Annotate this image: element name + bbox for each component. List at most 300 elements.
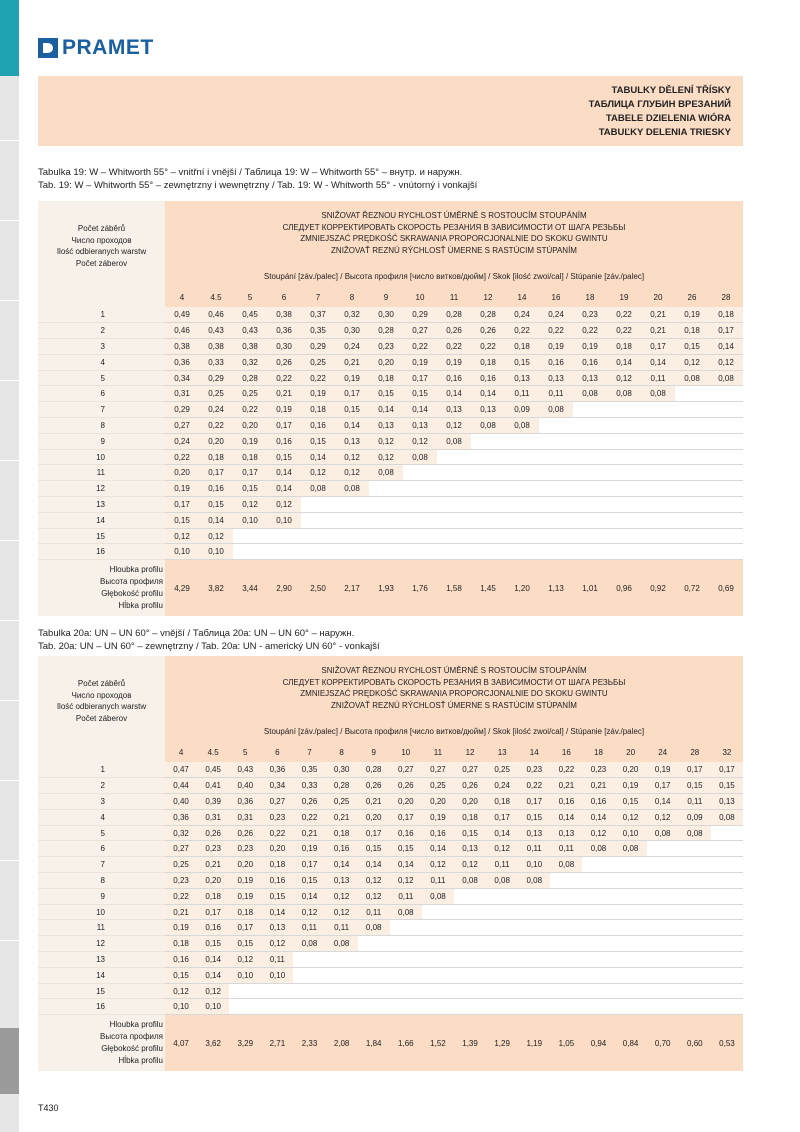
table-row bbox=[38, 999, 743, 1015]
depth-cell: 0,15 bbox=[233, 481, 267, 497]
depth-cell bbox=[539, 544, 573, 560]
side-strip bbox=[0, 0, 19, 1132]
warning-line: SNIŽOVAT ŘEZNOU RYCHLOST ÚMĚRNĚ S ROSTOUCÍM STOUPÁNÍM bbox=[321, 666, 587, 675]
depth-cell: 0,20 bbox=[197, 873, 229, 889]
row-header-line: Počet záberov bbox=[75, 258, 128, 268]
pitch-header: 20 bbox=[615, 742, 647, 762]
pitch-header: 7 bbox=[301, 287, 335, 307]
depth-cell: 0,14 bbox=[261, 904, 293, 920]
pitch-header: 8 bbox=[335, 287, 369, 307]
depth-cell bbox=[679, 983, 711, 999]
depth-cell: 0,14 bbox=[422, 841, 454, 857]
depth-cell bbox=[454, 983, 486, 999]
depth-cell: 0,39 bbox=[197, 794, 229, 810]
depth-cell bbox=[550, 873, 582, 889]
depth-cell bbox=[293, 983, 325, 999]
depth-cell bbox=[261, 983, 293, 999]
depth-cell bbox=[518, 967, 550, 983]
pitch-header: 32 bbox=[711, 742, 743, 762]
depth-cell: 0,36 bbox=[261, 762, 293, 778]
depth-cell: 0,14 bbox=[550, 809, 582, 825]
depth-cell: 0,15 bbox=[675, 339, 709, 355]
depth-cell: 0,08 bbox=[437, 433, 471, 449]
depth-cell bbox=[422, 904, 454, 920]
depth-cell: 0,23 bbox=[369, 339, 403, 355]
depth-cell: 0,38 bbox=[199, 339, 233, 355]
depth-cell bbox=[518, 888, 550, 904]
depth-cell bbox=[539, 449, 573, 465]
depth-cell bbox=[679, 967, 711, 983]
depth-cell: 0,17 bbox=[358, 825, 390, 841]
profile-depth: 1,84 bbox=[358, 1015, 390, 1071]
depth-cell bbox=[403, 465, 437, 481]
depth-cell: 0,17 bbox=[403, 370, 437, 386]
table-row bbox=[38, 825, 743, 841]
depth-cell bbox=[471, 449, 505, 465]
depth-cell bbox=[582, 952, 614, 968]
depth-cell: 0,21 bbox=[358, 794, 390, 810]
depth-cell: 0,14 bbox=[197, 952, 229, 968]
depth-cell: 0,27 bbox=[454, 762, 486, 778]
pass-number: 7 bbox=[38, 402, 165, 418]
depth-cell bbox=[573, 481, 607, 497]
depth-cell bbox=[641, 512, 675, 528]
depth-cell: 0,25 bbox=[326, 794, 358, 810]
depth-cell bbox=[573, 544, 607, 560]
pitch-header: 28 bbox=[709, 287, 743, 307]
depth-cell bbox=[647, 873, 679, 889]
depth-cell bbox=[647, 983, 679, 999]
depth-cell bbox=[486, 888, 518, 904]
depth-cell: 0,15 bbox=[711, 778, 743, 794]
pass-number: 10 bbox=[38, 904, 165, 920]
depth-cell: 0,11 bbox=[486, 857, 518, 873]
depth-cell bbox=[293, 952, 325, 968]
profile-label-line: Głębokość profilu bbox=[101, 589, 163, 598]
profile-depth: 1,01 bbox=[573, 560, 607, 616]
depth-cell bbox=[422, 920, 454, 936]
table19 bbox=[38, 201, 743, 616]
depth-cell: 0,41 bbox=[197, 778, 229, 794]
depth-cell: 0,20 bbox=[422, 794, 454, 810]
profile-depth: 2,71 bbox=[261, 1015, 293, 1071]
depth-cell: 0,23 bbox=[518, 762, 550, 778]
depth-cell: 0,17 bbox=[233, 465, 267, 481]
pitch-header: 28 bbox=[679, 742, 711, 762]
pitch-header: 18 bbox=[573, 287, 607, 307]
depth-cell: 0,22 bbox=[267, 370, 301, 386]
pitch-header: 14 bbox=[518, 742, 550, 762]
depth-cell bbox=[573, 418, 607, 434]
profile-depth: 0,70 bbox=[647, 1015, 679, 1071]
depth-cell bbox=[518, 904, 550, 920]
title-line: ТАБЛИЦА ГЛУБИН ВРЕЗАНИЙ bbox=[588, 99, 731, 110]
pass-number: 4 bbox=[38, 354, 165, 370]
depth-cell: 0,10 bbox=[267, 512, 301, 528]
depth-cell: 0,11 bbox=[293, 920, 325, 936]
depth-cell bbox=[518, 936, 550, 952]
depth-cell: 0,12 bbox=[358, 873, 390, 889]
depth-cell bbox=[437, 528, 471, 544]
depth-cell bbox=[582, 873, 614, 889]
depth-cell bbox=[539, 418, 573, 434]
depth-cell bbox=[647, 967, 679, 983]
table-row bbox=[38, 794, 743, 810]
depth-cell: 0,08 bbox=[358, 920, 390, 936]
depth-cell: 0,34 bbox=[165, 370, 199, 386]
depth-cell: 0,17 bbox=[390, 809, 422, 825]
depth-cell: 0,14 bbox=[199, 512, 233, 528]
table-row bbox=[38, 307, 743, 323]
depth-cell: 0,18 bbox=[326, 825, 358, 841]
depth-cell: 0,18 bbox=[301, 402, 335, 418]
depth-cell bbox=[582, 904, 614, 920]
depth-cell: 0,19 bbox=[675, 307, 709, 323]
depth-cell bbox=[233, 544, 267, 560]
depth-cell bbox=[437, 512, 471, 528]
depth-cell bbox=[301, 512, 335, 528]
depth-cell: 0,28 bbox=[358, 762, 390, 778]
depth-cell bbox=[471, 512, 505, 528]
profile-depth: 1,19 bbox=[518, 1015, 550, 1071]
depth-cell: 0,14 bbox=[326, 857, 358, 873]
depth-cell: 0,16 bbox=[326, 841, 358, 857]
depth-cell: 0,22 bbox=[518, 778, 550, 794]
depth-cell bbox=[573, 528, 607, 544]
pass-number: 6 bbox=[38, 386, 165, 402]
depth-cell bbox=[709, 449, 743, 465]
depth-cell: 0,22 bbox=[199, 418, 233, 434]
pass-number: 8 bbox=[38, 418, 165, 434]
title-line: TABUĽKY DELENIA TRIESKY bbox=[598, 127, 731, 138]
depth-cell: 0,08 bbox=[647, 825, 679, 841]
depth-cell bbox=[641, 544, 675, 560]
depth-cell bbox=[679, 873, 711, 889]
depth-cell: 0,20 bbox=[199, 433, 233, 449]
depth-cell: 0,12 bbox=[261, 936, 293, 952]
depth-cell bbox=[582, 888, 614, 904]
depth-cell: 0,25 bbox=[165, 857, 197, 873]
logo-icon bbox=[38, 38, 58, 58]
speed-warning bbox=[165, 656, 743, 720]
depth-cell: 0,40 bbox=[229, 778, 261, 794]
depth-cell bbox=[471, 528, 505, 544]
depth-cell bbox=[518, 999, 550, 1015]
table-row bbox=[38, 418, 743, 434]
depth-cell: 0,24 bbox=[165, 433, 199, 449]
depth-cell bbox=[403, 544, 437, 560]
depth-cell: 0,08 bbox=[539, 402, 573, 418]
pass-number: 11 bbox=[38, 465, 165, 481]
depth-cell bbox=[709, 402, 743, 418]
depth-cell: 0,19 bbox=[615, 778, 647, 794]
depth-cell: 0,14 bbox=[709, 339, 743, 355]
profile-depth: 0,84 bbox=[615, 1015, 647, 1071]
depth-cell: 0,18 bbox=[197, 888, 229, 904]
table-row bbox=[38, 512, 743, 528]
depth-cell bbox=[607, 497, 641, 513]
depth-cell: 0,14 bbox=[267, 465, 301, 481]
table-row bbox=[38, 544, 743, 560]
depth-cell bbox=[709, 544, 743, 560]
depth-cell: 0,20 bbox=[454, 794, 486, 810]
depth-cell bbox=[582, 999, 614, 1015]
depth-cell bbox=[539, 512, 573, 528]
depth-cell: 0,12 bbox=[454, 857, 486, 873]
title-line: TABELE DZIELENIA WIÓRA bbox=[605, 113, 731, 124]
depth-cell: 0,21 bbox=[641, 307, 675, 323]
depth-cell bbox=[711, 857, 743, 873]
depth-cell: 0,12 bbox=[437, 418, 471, 434]
depth-cell: 0,43 bbox=[199, 323, 233, 339]
depth-cell bbox=[454, 920, 486, 936]
depth-cell: 0,14 bbox=[267, 481, 301, 497]
depth-cell: 0,16 bbox=[539, 354, 573, 370]
depth-cell: 0,09 bbox=[505, 402, 539, 418]
depth-cell: 0,25 bbox=[486, 762, 518, 778]
depth-cell: 0,20 bbox=[229, 857, 261, 873]
depth-cell bbox=[390, 999, 422, 1015]
depth-cell: 0,19 bbox=[335, 370, 369, 386]
depth-cell bbox=[261, 999, 293, 1015]
depth-cell: 0,17 bbox=[518, 794, 550, 810]
depth-cell: 0,17 bbox=[293, 857, 325, 873]
profile-depth: 3,29 bbox=[229, 1015, 261, 1071]
depth-cell: 0,29 bbox=[165, 402, 199, 418]
depth-cell bbox=[422, 967, 454, 983]
depth-cell bbox=[326, 952, 358, 968]
depth-cell bbox=[573, 465, 607, 481]
side-strip-accent bbox=[0, 0, 19, 76]
depth-cell bbox=[615, 904, 647, 920]
depth-cell bbox=[709, 512, 743, 528]
pass-number: 12 bbox=[38, 936, 165, 952]
warning-line: SNIŽOVAT ŘEZNOU RYCHLOST ÚMĚRNĚ S ROSTOUCÍM STOUPÁNÍM bbox=[321, 211, 587, 220]
profile-depth: 4,07 bbox=[165, 1015, 197, 1071]
depth-cell: 0,24 bbox=[335, 339, 369, 355]
depth-cell bbox=[615, 888, 647, 904]
warning-line: ZNIŽOVAŤ REZNÚ RÝCHLOSŤ ÚMERNE S RASTÚCIM STÚPANÍM bbox=[331, 700, 577, 710]
depth-cell: 0,21 bbox=[335, 354, 369, 370]
row-header-line: Počet záběrů bbox=[77, 224, 126, 233]
depth-cell bbox=[267, 528, 301, 544]
depth-cell: 0,10 bbox=[199, 544, 233, 560]
pass-number: 1 bbox=[38, 762, 165, 778]
profile-depth: 1,39 bbox=[454, 1015, 486, 1071]
depth-cell bbox=[573, 512, 607, 528]
depth-cell: 0,15 bbox=[261, 888, 293, 904]
depth-cell: 0,28 bbox=[437, 307, 471, 323]
depth-cell bbox=[573, 433, 607, 449]
depth-cell bbox=[550, 952, 582, 968]
pitch-header: 20 bbox=[641, 287, 675, 307]
depth-cell: 0,12 bbox=[293, 904, 325, 920]
table-row bbox=[38, 433, 743, 449]
depth-cell bbox=[607, 481, 641, 497]
depth-cell bbox=[711, 904, 743, 920]
profile-depth: 0,94 bbox=[582, 1015, 614, 1071]
depth-cell bbox=[679, 904, 711, 920]
depth-cell: 0,13 bbox=[326, 873, 358, 889]
depth-cell bbox=[679, 952, 711, 968]
depth-cell: 0,12 bbox=[199, 528, 233, 544]
depth-cell bbox=[709, 497, 743, 513]
depth-cell: 0,27 bbox=[165, 418, 199, 434]
speed-warning bbox=[165, 201, 743, 265]
depth-cell bbox=[539, 481, 573, 497]
depth-cell bbox=[679, 920, 711, 936]
depth-cell: 0,26 bbox=[229, 825, 261, 841]
depth-cell bbox=[550, 983, 582, 999]
depth-cell: 0,36 bbox=[165, 809, 197, 825]
table-row bbox=[38, 936, 743, 952]
profile-depth: 0,69 bbox=[709, 560, 743, 616]
pass-number: 14 bbox=[38, 967, 165, 983]
depth-cell: 0,15 bbox=[358, 841, 390, 857]
depth-cell: 0,17 bbox=[165, 497, 199, 513]
pitch-header: 6 bbox=[261, 742, 293, 762]
row-header-label bbox=[38, 201, 165, 307]
pitch-header: 4.5 bbox=[199, 287, 233, 307]
depth-cell: 0,10 bbox=[165, 544, 199, 560]
depth-cell bbox=[505, 497, 539, 513]
depth-cell: 0,19 bbox=[539, 339, 573, 355]
depth-cell bbox=[326, 999, 358, 1015]
profile-depth: 3,62 bbox=[197, 1015, 229, 1071]
depth-cell: 0,15 bbox=[199, 497, 233, 513]
depth-cell bbox=[679, 857, 711, 873]
depth-cell: 0,08 bbox=[293, 936, 325, 952]
depth-cell bbox=[615, 920, 647, 936]
pitch-header: 7 bbox=[293, 742, 325, 762]
depth-cell: 0,46 bbox=[199, 307, 233, 323]
table-row bbox=[38, 762, 743, 778]
depth-cell: 0,19 bbox=[422, 809, 454, 825]
depth-cell bbox=[647, 888, 679, 904]
profile-depth: 0,53 bbox=[711, 1015, 743, 1071]
depth-cell: 0,23 bbox=[229, 841, 261, 857]
depth-cell: 0,19 bbox=[301, 386, 335, 402]
depth-cell: 0,18 bbox=[675, 323, 709, 339]
profile-row bbox=[38, 560, 743, 616]
profile-label-line: Głębokość profilu bbox=[101, 1044, 163, 1053]
depth-cell: 0,13 bbox=[573, 370, 607, 386]
depth-cell: 0,12 bbox=[301, 465, 335, 481]
depth-cell: 0,19 bbox=[229, 888, 261, 904]
depth-cell: 0,18 bbox=[505, 339, 539, 355]
depth-cell: 0,17 bbox=[641, 339, 675, 355]
depth-cell bbox=[486, 967, 518, 983]
depth-cell: 0,37 bbox=[301, 307, 335, 323]
depth-cell: 0,17 bbox=[647, 778, 679, 794]
depth-cell bbox=[539, 528, 573, 544]
row-header-line: Počet záberov bbox=[75, 713, 128, 723]
depth-cell bbox=[573, 402, 607, 418]
depth-cell: 0,25 bbox=[199, 386, 233, 402]
depth-cell: 0,20 bbox=[615, 762, 647, 778]
depth-cell bbox=[675, 418, 709, 434]
depth-cell: 0,15 bbox=[390, 841, 422, 857]
depth-cell: 0,29 bbox=[301, 339, 335, 355]
depth-cell: 0,14 bbox=[607, 354, 641, 370]
brand-logo bbox=[38, 37, 154, 59]
depth-cell: 0,17 bbox=[679, 762, 711, 778]
depth-cell: 0,11 bbox=[679, 794, 711, 810]
depth-cell bbox=[582, 967, 614, 983]
pass-number: 16 bbox=[38, 544, 165, 560]
depth-cell bbox=[675, 481, 709, 497]
depth-cell: 0,16 bbox=[422, 825, 454, 841]
depth-cell: 0,22 bbox=[293, 809, 325, 825]
depth-cell bbox=[233, 528, 267, 544]
depth-cell: 0,10 bbox=[233, 512, 267, 528]
depth-cell bbox=[550, 936, 582, 952]
depth-cell bbox=[615, 936, 647, 952]
depth-cell: 0,21 bbox=[165, 904, 197, 920]
depth-cell: 0,22 bbox=[301, 370, 335, 386]
depth-cell: 0,14 bbox=[335, 418, 369, 434]
depth-cell: 0,46 bbox=[165, 323, 199, 339]
depth-cell: 0,08 bbox=[615, 841, 647, 857]
depth-cell: 0,45 bbox=[197, 762, 229, 778]
depth-cell: 0,13 bbox=[335, 433, 369, 449]
profile-label bbox=[38, 560, 165, 616]
profile-depth: 1,45 bbox=[471, 560, 505, 616]
depth-cell: 0,14 bbox=[582, 809, 614, 825]
depth-cell: 0,18 bbox=[233, 449, 267, 465]
depth-cell: 0,36 bbox=[267, 323, 301, 339]
depth-cell: 0,30 bbox=[326, 762, 358, 778]
depth-cell bbox=[518, 920, 550, 936]
depth-cell: 0,17 bbox=[197, 904, 229, 920]
depth-cell bbox=[582, 920, 614, 936]
depth-cell: 0,28 bbox=[369, 323, 403, 339]
depth-cell: 0,26 bbox=[267, 354, 301, 370]
depth-cell bbox=[675, 433, 709, 449]
depth-cell: 0,20 bbox=[233, 418, 267, 434]
depth-cell: 0,24 bbox=[539, 307, 573, 323]
depth-cell bbox=[711, 999, 743, 1015]
depth-cell bbox=[550, 904, 582, 920]
depth-cell bbox=[615, 857, 647, 873]
depth-cell bbox=[369, 481, 403, 497]
depth-cell: 0,16 bbox=[390, 825, 422, 841]
depth-cell bbox=[711, 873, 743, 889]
depth-cell: 0,22 bbox=[261, 825, 293, 841]
depth-cell: 0,15 bbox=[454, 825, 486, 841]
depth-cell: 0,22 bbox=[539, 323, 573, 339]
depth-cell bbox=[369, 528, 403, 544]
pitch-header: 5 bbox=[229, 742, 261, 762]
depth-cell: 0,11 bbox=[390, 888, 422, 904]
profile-label bbox=[38, 1015, 165, 1071]
depth-cell bbox=[675, 386, 709, 402]
depth-cell: 0,11 bbox=[550, 841, 582, 857]
profile-depth: 1,20 bbox=[505, 560, 539, 616]
pitch-header: 12 bbox=[454, 742, 486, 762]
depth-cell: 0,26 bbox=[358, 778, 390, 794]
table-row bbox=[38, 841, 743, 857]
depth-cell: 0,16 bbox=[573, 354, 607, 370]
depth-cell: 0,23 bbox=[261, 809, 293, 825]
depth-cell bbox=[641, 418, 675, 434]
depth-cell: 0,19 bbox=[233, 433, 267, 449]
depth-cell bbox=[403, 512, 437, 528]
depth-cell: 0,08 bbox=[709, 370, 743, 386]
depth-cell: 0,11 bbox=[518, 841, 550, 857]
depth-cell: 0,47 bbox=[165, 762, 197, 778]
depth-cell: 0,13 bbox=[550, 825, 582, 841]
